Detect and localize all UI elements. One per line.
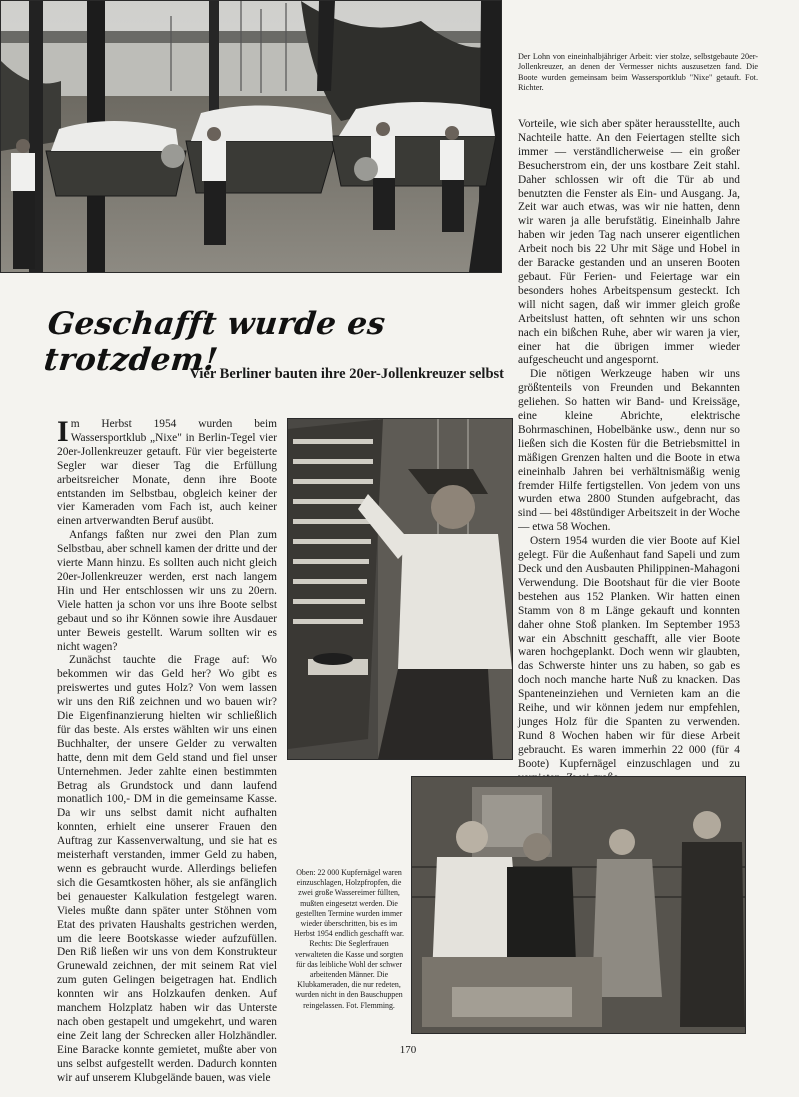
- article-column-3: [518, 118, 740, 778]
- subheadline: Vier Berliner bauten ihre 20er-Jollenkreuzer selbst: [189, 366, 504, 382]
- photo-man-nailing: [287, 418, 513, 760]
- paragraph: Ostern 1954 wurden die vier Boote auf Kiel gelegt. Für die Außenhaut fand Sapeli und zum Deck und den Ausbauten Philippinen-Mahagoni Verwendung. Die Bootshaut für die vier Boote bestehen aus 152 Planken. Wir hatten einen Stamm von 8 m Länge gekauft und konnten daher ohne Stoß planken. Im September 1953 war ein Abschnitt geschafft, alle vier Boote waren hochgeplankt. Doch wenn wir glaubten, das Schwerste hinter uns zu haben, so gab es doch noch manche harte Nuß zu knacken. Das Spanteneinziehen und Vernieten kam an die Reihe, und wir können jedem nur empfehlen, junges Holz für die Spanten zu verwenden. Rund 8 Wochen haben wir für diese Arbeit gebraucht. Es waren immerhin 22 000 (für 4 Boote) Kupfernägel einzuschlagen und zu: [518, 535, 740, 770]
- paragraph: Zunächst tauchte die Frage auf: Wo bekommen wir das Geld her? Wo gibt es preiswertes und gutes Holz? Von wem lassen wir uns den Riß zeichnen und wo bauen wir? Die Eigenfinanzierung hielten wir schließlich für das beste. Als erstes wählten wir uns einen Buchhalter, der unsere Gelder zu verwalten hatte, denn mit dem Geld stand und fiel unser Unternehmen. Jeder zahlte einen bestimmten Betrag als Grundstock und dann laufend monatlich 100,- DM in die gemeinsame Kasse. Da wir uns selbst damit nicht aufhalten konnten, erhielt eine unserer Frauen den Auftrag zur Kassenverwaltung, und sie hat es meisterhaft verstanden, immer Geld zu haben, wenn es gebraucht wurde. Allerdings beliefen sich die Gesamtkosten höher, als sie anfänglich bei genauester Kalkulation festgelegt waren. Vieles mußte dann später unter Stöhnen vom Etat des privaten Haushalts gestrichen werden, um die leere Bootskasse wieder aufzufüllen. Den Riß ließen wir uns von dem Konstrukteur Grunewald zeichnen, der mit seinem Rat viel zum guten Gelingen beigetragen hat. Endlich konnten wir ans Holzkaufen denken. Auf manchem Holzplatz haben wir das Unterste nach oben gestapelt und umgekehrt, und waren eine Zeit lang der Schrecken aller Holzhändler. Eine Baracke konnte gemietet, mußte aber von uns selbst aufgestellt werden. Dadurch konnten wir auf unserem Klubgelände bauen, was viele: [57, 654, 277, 1084]
- photo-workshop-group: [411, 776, 746, 1034]
- caption-top: Der Lohn von eineinhalbjähriger Arbeit: vier stolze, selbstgebaute 20er-Jollenkreuzer, an denen der Vermesser nichts auszusetzen fand. Die Boote wurden gemeinsam beim Wassersportklub "Nixe" getauft. Fot. Richter.: [518, 52, 758, 93]
- caption-bottom: Oben: 22 000 Kupfernägel waren einzuschlagen, Holzpfropfen, die zwei große Wassereimer füllten, mußten eingesetzt werden. Die gestellten Termine wurden immer wieder überschritten, bis es im Herbst 1954 endlich geschafft war. Rechts: Die Seglerfrauen verwalteten die Kasse und sorgten für das leibliche Wohl der schwer arbeitenden Männer. Die Klubkameraden, die nur redeten, wurden nicht in den Bauschuppen reingelassen. Fot. Flemming.: [293, 868, 405, 1010]
- paragraph: Die nötigen Werkzeuge haben wir uns größtenteils von Freunden und Bekannten geliehen. So hatten wir Band- und Kreissäge, eine kleine Abrichte, elektrische Bohrmaschinen, Hobelbänke usw., denn nur so ließen sich die Kosten für die Betriebsmittel in mäßigen Grenzen halten und die Boote in etwa eineinhalb Jahren bei verhältnismäßig wenig fremder Hilfe fertigstellen. Von jedem von uns wurden etwa 2800 Stunden aufgebracht, das sind — bei 48stündiger Arbeitszeit in der Woche — etwa 58 Wochen.: [518, 368, 740, 534]
- paragraph: Anfangs faßten nur zwei den Plan zum Selbstbau, aber schnell kamen der dritte und der vierte Mann hinzu. Es sollten auch nicht gleich 20er-Jollenkreuzer werden, erst nach langem Hin und Her entschlossen wir uns zu 20ern. Viele hatten ja schon vor uns ihre Boote selbst gebaut und so ihr Können sowie ihre Ausdauer unter Beweis gestellt. Warum sollten wir es nicht wagen?: [57, 529, 277, 653]
- headline: Geschafft wurde es trotzdem!: [42, 306, 388, 378]
- page-number: 170: [399, 1044, 417, 1056]
- drop-cap: I: [57, 415, 69, 448]
- paragraph: Vorteile, wie sich aber später herausstellte, auch Nachteile hatte. An den Feiertagen stellte sich immer — verständlicherweise — ein großer Besucherstrom ein, der uns kostbare Zeit stahl. Daher schlossen wir oft die Tür ab und benutzten die Fenster als Ein- und Ausgang. Ja, Zeit war auch etwas, was wir nie hatten, denn wir waren ja alle berufstätig. Eineinhalb Jahre haben wir jeden Tag nach unserer eigentlichen Arbeit noch bis 22 Uhr mit Säge und Hobel in der Baracke gestanden und an unseren Booten gebaut. Für Ferien- und Feiertage war ein besonders hohes Arbeitspensum gesteckt. Ich will nicht sagen, daß wir immer gleich große Arbeitslust hatten, oft sehnten wir uns schon nach ein bißchen Ruhe, aber wir waren ja vier, einer hat die übrigen immer wieder aufgescheucht und angespornt.: [518, 118, 740, 367]
- article-column-1: [57, 415, 277, 1084]
- paragraph: Im Herbst 1954 wurden beim Wassersportklub „Nixe" in Berlin-Tegel vier 20er-Jollenkreuzer getauft. Für vier begeisterte Segler war dieser Tag die Erfüllung arbeitsreicher Monate, denn ihre Boote entstanden im Selbstbau, obgleich keiner der vier Kameraden vom Fach ist, auch keiner einen artverwandten Beruf ausübt.: [57, 415, 277, 528]
- photo-boats-lakeshore: [0, 0, 502, 273]
